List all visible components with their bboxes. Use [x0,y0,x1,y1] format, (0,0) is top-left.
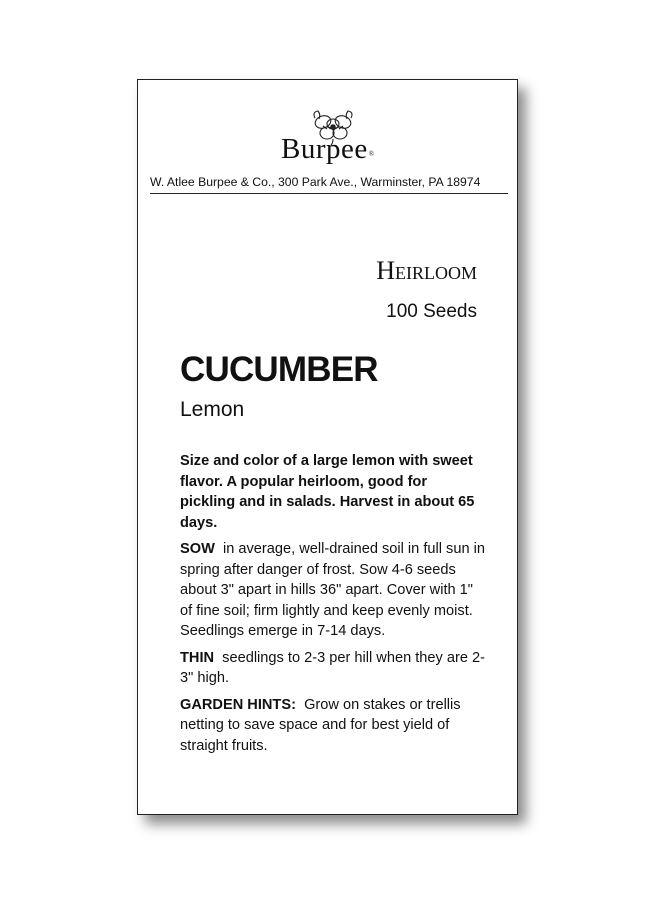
sow-text: in average, well-drained soil in full sun in spring after danger of frost. Sow 4-6 seeds about 3" apart in hills 36" apart. Cover with 1" of fine soil; firm lightly and keep evenly moist. Seedlings emerge in 7-14 days. [180,541,486,639]
variety-name: Lemon [180,398,245,421]
sow-section [180,539,486,642]
company-address: W. Atlee Burpee & Co., 300 Park Ave., Warminster, PA 18974 [150,175,481,189]
thin-section [180,648,486,689]
thin-text: seedlings to 2-3 per hill when they are 2-3" high. [180,649,486,686]
growing-instructions [180,451,486,762]
product-description: Size and color of a large lemon with sweet flavor. A popular heirloom, good for pickling and in salads. Harvest in about 65 days. [180,453,475,531]
category-label: Heirloom [376,256,477,285]
sow-heading: SOW [180,541,215,557]
address-divider [150,193,508,194]
thin-heading: THIN [180,649,215,666]
seed-count: 100 Seeds [386,301,477,322]
registered-mark-icon: ® [368,150,375,158]
seed-packet [137,79,518,815]
brand-logo [281,135,375,164]
product-title: CUCUMBER [180,350,378,389]
garden-hints-heading: GARDEN HINTS: [180,696,296,713]
brand-name: Burpee [281,133,368,165]
garden-hints-section [180,695,486,757]
garden-hints-text: Grow on stakes or trellis netting to save space and for best yield of straight fruits. [180,696,461,754]
